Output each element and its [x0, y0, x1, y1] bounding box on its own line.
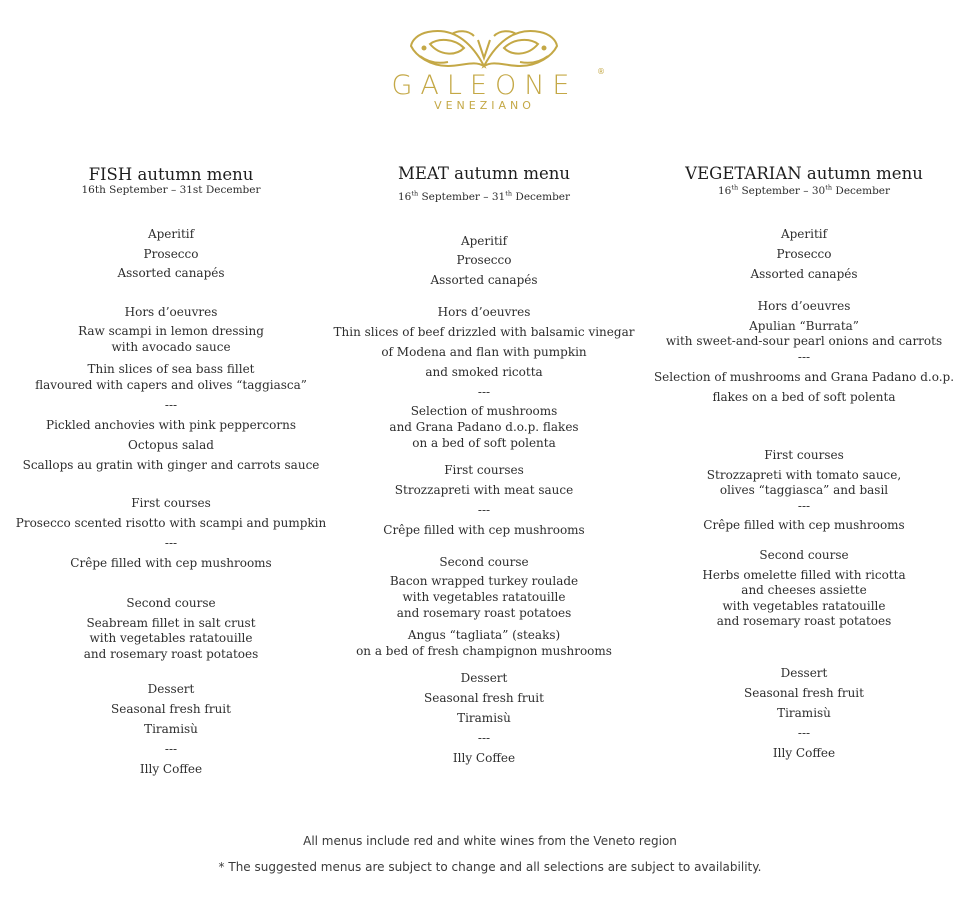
menu-item: olives “taggiasca” and basil	[719, 483, 889, 497]
menu-dates: 16th September – 31st December	[81, 184, 261, 196]
menu-item: Crêpe filled with cep mushrooms	[703, 518, 905, 532]
section-heading: Dessert	[147, 682, 195, 696]
venetian-mask-logo-icon	[408, 26, 560, 72]
separator: ---	[797, 350, 811, 364]
separator: ---	[164, 398, 178, 412]
brand-subtitle: VENEZIANO	[434, 99, 535, 112]
section-heading: Hors d’oeuvres	[437, 305, 531, 319]
section-heading: Aperitif	[780, 227, 828, 241]
menu-item: Tiramisù	[777, 706, 831, 720]
menu-item: with vegetables ratatouille	[722, 599, 886, 613]
menu-item: Octopus salad	[128, 438, 214, 452]
separator: ---	[797, 726, 811, 740]
brand-name: GALEONE	[391, 70, 578, 101]
section-heading: First courses	[131, 496, 211, 510]
section-heading: Aperitif	[147, 227, 195, 241]
menu-item: Prosecco	[143, 247, 199, 261]
menu-item: and cheeses assiette	[741, 583, 867, 597]
menu-item: Thin slices of beef drizzled with balsamic vinegar	[333, 325, 635, 339]
menu-title: MEAT autumn menu	[397, 164, 571, 183]
galeone-logo	[0, 22, 900, 122]
menu-item: Illy Coffee	[139, 762, 203, 776]
menu-title: FISH autumn menu	[88, 165, 254, 184]
menu-item: Raw scampi in lemon dressing	[78, 324, 264, 338]
menu-item: Tiramisù	[457, 711, 511, 725]
menu-item: Illy Coffee	[772, 746, 836, 760]
menu-item: Seasonal fresh fruit	[744, 686, 864, 700]
menu-item: Prosecco	[456, 253, 512, 267]
separator: ---	[164, 742, 178, 756]
menu-item: Prosecco scented risotto with scampi and pumpkin	[15, 516, 327, 530]
menu-item: on a bed of fresh champignon mushrooms	[356, 644, 612, 658]
menu-item: Pickled anchovies with pink peppercorns	[46, 418, 296, 432]
menu-item: Assorted canapés	[430, 273, 538, 287]
menu-item: Bacon wrapped turkey roulade	[389, 574, 579, 588]
menu-item: and Grana Padano d.o.p. flakes	[389, 420, 579, 434]
section-heading: Dessert	[460, 671, 508, 685]
section-heading: First courses	[764, 448, 844, 462]
separator: ---	[164, 536, 178, 550]
separator: ---	[477, 731, 491, 745]
menu-item: with vegetables ratatouille	[89, 631, 253, 645]
menu-item: Apulian “Burrata”	[749, 319, 859, 333]
separator: ---	[477, 385, 491, 399]
menu-dates: 16th September – 30th December	[717, 183, 891, 197]
menu-item: on a bed of soft polenta	[412, 436, 556, 450]
wines-note: All menus include red and white wines from the Veneto region	[303, 834, 677, 848]
menu-item: Angus “tagliata” (steaks)	[407, 628, 561, 642]
section-heading: Aperitif	[460, 234, 508, 248]
section-heading: Dessert	[780, 666, 828, 680]
menu-item: Crêpe filled with cep mushrooms	[383, 523, 585, 537]
menu-item: Assorted canapés	[750, 267, 858, 281]
menu-item: and rosemary roast potatoes	[83, 647, 259, 661]
menu-item: Scallops au gratin with ginger and carrots sauce	[22, 458, 320, 472]
menu-item: Thin slices of sea bass fillet	[87, 362, 255, 376]
menu-item: and rosemary roast potatoes	[716, 614, 892, 628]
menu-item: of Modena and flan with pumpkin	[381, 345, 587, 359]
section-heading: Hors d’oeuvres	[124, 305, 218, 319]
menu-item: and smoked ricotta	[425, 365, 543, 379]
menu-item: Herbs omelette filled with ricotta	[702, 568, 906, 582]
menu-item: Seasonal fresh fruit	[424, 691, 544, 705]
menu-item: flakes on a bed of soft polenta	[712, 390, 896, 404]
section-heading: Second course	[126, 596, 216, 610]
menu-item: Seasonal fresh fruit	[111, 702, 231, 716]
menu-item: Strozzapreti with tomato sauce,	[706, 468, 902, 482]
menu-item: Seabream fillet in salt crust	[86, 616, 256, 630]
menu-item: Tiramisù	[144, 722, 198, 736]
menu-item: Selection of mushrooms and Grana Padano d.o.p.	[653, 370, 955, 384]
section-heading: First courses	[444, 463, 524, 477]
menu-item: with vegetables ratatouille	[402, 590, 566, 604]
menu-item: Illy Coffee	[452, 751, 516, 765]
menu-title: VEGETARIAN autumn menu	[685, 164, 923, 183]
menu-item: Selection of mushrooms	[410, 404, 558, 418]
menu-item: Strozzapreti with meat sauce	[394, 483, 574, 497]
menu-item: Crêpe filled with cep mushrooms	[70, 556, 272, 570]
separator: ---	[477, 503, 491, 517]
menu-item: flavoured with capers and olives “taggiasca”	[35, 378, 307, 392]
menu-item: and rosemary roast potatoes	[396, 606, 572, 620]
menu-item: Prosecco	[776, 247, 832, 261]
section-heading: Second course	[759, 548, 849, 562]
menu-item: Assorted canapés	[117, 266, 225, 280]
section-heading: Second course	[439, 555, 529, 569]
availability-disclaimer: * The suggested menus are subject to change and all selections are subject to availability.	[218, 860, 762, 874]
menu-dates: 16th September – 31th December	[397, 189, 571, 203]
separator: ---	[797, 499, 811, 513]
menu-item: with avocado sauce	[111, 340, 231, 354]
section-heading: Hors d’oeuvres	[757, 299, 851, 313]
registered-mark: ®	[597, 67, 605, 76]
menu-item: with sweet-and-sour pearl onions and carrots	[665, 334, 943, 348]
